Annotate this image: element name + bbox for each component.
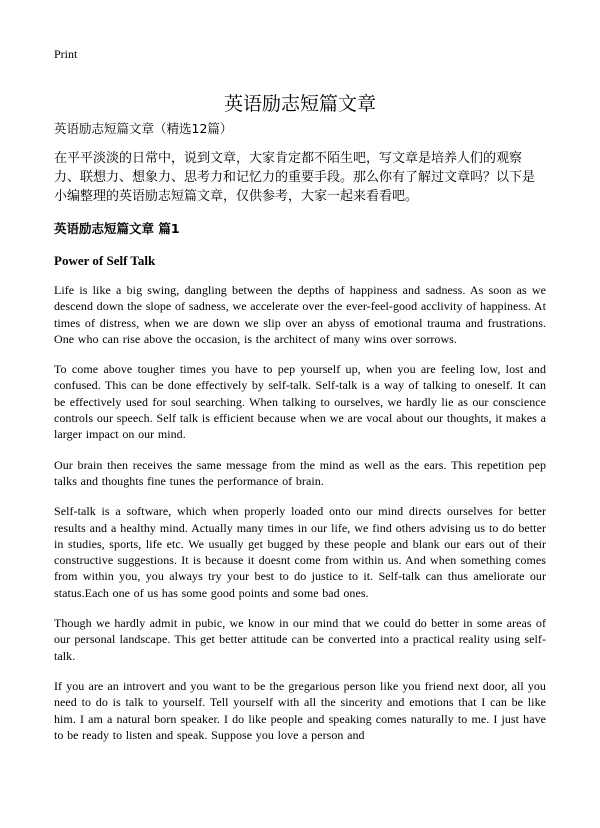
body-paragraph-5: Though we hardly admit in pubic, we know in our mind that we could do better in some areas of our personal landscape. This get better attitude can be converted into a practical reality using self-talk. — [54, 616, 546, 663]
print-label: Print — [54, 47, 78, 61]
document-body — [54, 120, 546, 757]
page-title: 英语励志短篇文章 — [223, 92, 376, 115]
body-paragraph-3: Our brain then receives the same message from the mind as well as the ears. This repetition pep talks and thoughts fine tunes the performance of brain. — [54, 457, 546, 488]
body-paragraph-6: If you are an introvert and you want to be the gregarious person like you friend next door, all you need to do is talk to yourself. Tell yourself with all the sincerity and emotions that I can be like him. I am a natural born speaker. I do like people and speaking comes naturally to me. I just have to be ready to listen and speak. Suppose you love a person and — [54, 678, 546, 742]
section-heading: 英语励志短篇文章 篇1 — [54, 221, 180, 236]
body-paragraph-2: To come above tougher times you have to pep yourself up, when you are feeling low, lost and confused. This can be done effectively by self-talk. Self-talk is a way of talking to oneself. It can be effectively used for soul searching. When talking to ourselves, we hardly lie as our conscience controls our speech. Self talk is efficient because when we are vocal about our thoughts, it makes a larger impact on our mind. — [54, 362, 546, 442]
body-paragraph-4: Self-talk is a software, which when properly loaded onto our mind directs ourselves for better results and a healthy mind. Actually many times in our life, we find others advising us to do better in studies, sports, life etc. We usually get bugged by these people and blank our ears out of their constructive suggestions. It is because it doesnt come from within us. And when something comes from within you, you always try your best to do justice to it. Self-talk can thus ameliorate our status.Each one of us has some good points and some bad ones. — [54, 504, 546, 600]
document-subtitle: 英语励志短篇文章（精选12篇） — [54, 121, 233, 136]
body-paragraph-1: Life is like a big swing, dangling between the depths of happiness and sadness. As soon as we descend down the slope of sadness, we accelerate over the ever-feel-good acclivity of happiness. At times of distress, when we are down we slip over an abyss of emotional trauma and frustrations. One who can rise above the occasion, is the architect of many wins over sorrows. — [54, 283, 546, 346]
intro-paragraph: 在平平淡淡的日常中，说到文章，大家肯定都不陌生吧，写文章是培养人们的观察力、联想力、想象力、思考力和记忆力的重要手段。那么你有了解过文章吗？以下是小编整理的英语励志短篇文章，仅供参考，大家一起来看看吧。 — [54, 151, 536, 204]
article-title: Power of Self Talk — [54, 253, 156, 268]
